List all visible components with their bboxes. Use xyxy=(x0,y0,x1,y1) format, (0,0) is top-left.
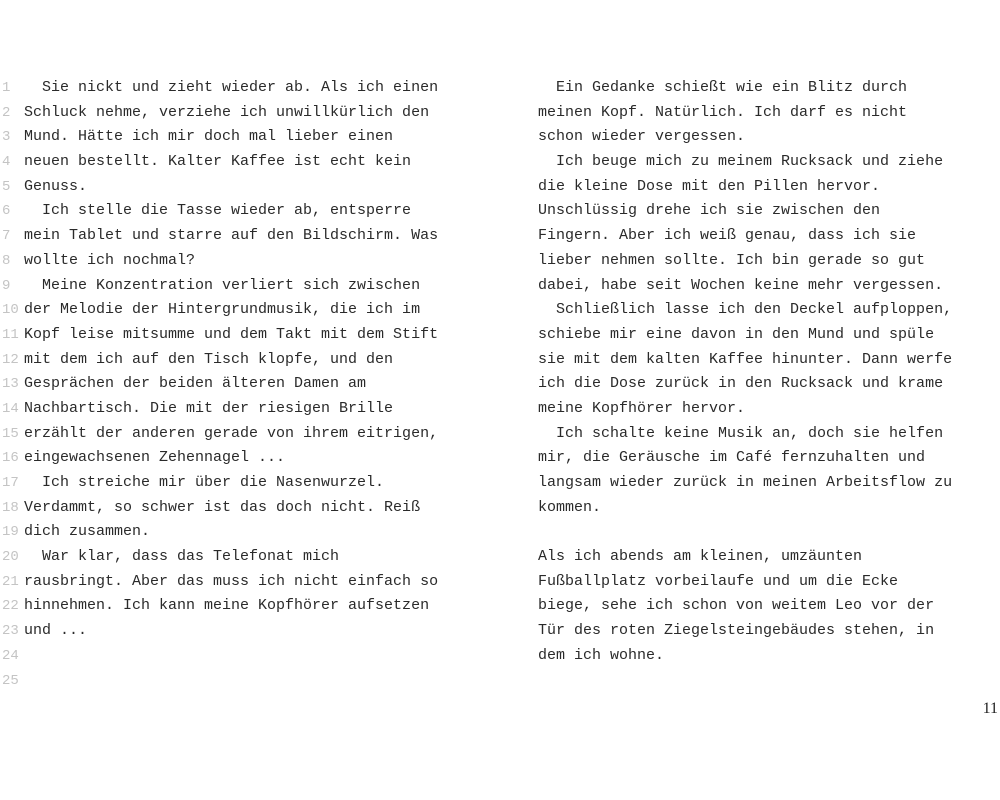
left-line xyxy=(0,372,500,397)
line-text: neuen bestellt. Kalter Kaffee ist echt kein xyxy=(24,153,412,171)
line-number: 11 xyxy=(2,326,19,343)
line-number: 15 xyxy=(2,425,19,442)
left-line xyxy=(0,446,500,471)
left-line xyxy=(0,545,500,570)
line-number: 19 xyxy=(2,524,19,541)
line-number: 12 xyxy=(2,351,19,368)
right-line: ich die Dose zurück in den Rucksack und krame xyxy=(538,375,944,393)
left-column xyxy=(0,76,500,693)
left-line xyxy=(0,101,500,126)
line-number: 23 xyxy=(2,623,19,640)
left-line xyxy=(0,199,500,224)
page-number: 11 xyxy=(982,700,998,717)
right-line: Fußballplatz vorbeilaufe und um die Ecke xyxy=(538,572,899,590)
line-number: 6 xyxy=(2,203,11,220)
line-number: 1 xyxy=(2,80,11,96)
line-text: War klar, dass das Telefonat mich xyxy=(24,548,340,566)
left-line xyxy=(0,644,500,669)
line-text: Gesprächen der beiden älteren Damen am xyxy=(24,375,367,393)
left-line xyxy=(0,594,500,619)
line-text: Meine Konzentration verliert sich zwischen xyxy=(24,276,421,294)
right-line: mir, die Geräusche im Café fernzuhalten und xyxy=(538,449,926,467)
line-number: 9 xyxy=(2,277,11,294)
right-line: Ein Gedanke schießt wie ein Blitz durch xyxy=(538,79,908,96)
line-text: erzählt der anderen gerade von ihrem eitrigen, xyxy=(24,424,439,442)
right-line: dabei, habe seit Wochen keine mehr vergessen. xyxy=(538,276,944,294)
line-text: Ich streiche mir über die Nasenwurzel. xyxy=(24,474,385,491)
left-line xyxy=(0,249,500,274)
left-line xyxy=(0,619,500,644)
right-line: lieber nehmen sollte. Ich bin gerade so gut xyxy=(538,251,926,269)
line-text: Schluck nehme, verziehe ich unwillkürlich den xyxy=(24,103,430,121)
line-text: mein Tablet und starre auf den Bildschirm. Was xyxy=(24,227,439,245)
left-line xyxy=(0,175,500,200)
line-number: 2 xyxy=(2,104,11,121)
right-line: die kleine Dose mit den Pillen hervor. xyxy=(538,177,881,195)
line-number: 17 xyxy=(2,475,19,491)
right-line xyxy=(538,520,1000,545)
left-line xyxy=(0,496,500,521)
line-text: dich zusammen. xyxy=(24,523,151,541)
line-number: 21 xyxy=(2,573,19,590)
line-number: 3 xyxy=(2,129,11,146)
right-line: schiebe mir eine davon in den Mund und spüle xyxy=(538,325,935,343)
right-line: Tür des roten Ziegelsteingebäudes stehen, in xyxy=(538,622,935,640)
left-line xyxy=(0,125,500,150)
line-number: 4 xyxy=(2,154,11,171)
right-line: Ich beuge mich zu meinem Rucksack und ziehe xyxy=(538,153,944,171)
left-line xyxy=(0,224,500,249)
left-line xyxy=(0,669,500,694)
right-line: Fingern. Aber ich weiß genau, dass ich sie xyxy=(538,227,917,245)
right-line: schon wieder vergessen. xyxy=(538,128,746,146)
line-text: der Melodie der Hintergrundmusik, die ich im xyxy=(24,301,421,319)
left-line xyxy=(0,150,500,175)
right-line: langsam wieder zurück in meinen Arbeitsflow zu xyxy=(538,474,953,491)
line-number: 20 xyxy=(2,549,19,566)
right-line: Ich schalte keine Musik an, doch sie helfen xyxy=(538,424,944,442)
left-line xyxy=(0,298,500,323)
left-line xyxy=(0,471,500,496)
line-text: eingewachsenen Zehennagel ... xyxy=(24,449,286,467)
left-line xyxy=(0,397,500,422)
line-text: Kopf leise mitsumme und dem Takt mit dem Stift xyxy=(24,325,439,343)
line-number: 16 xyxy=(2,450,19,467)
right-line: dem ich wohne. xyxy=(538,646,665,664)
line-number: 14 xyxy=(2,400,19,417)
line-number: 5 xyxy=(2,178,11,195)
line-text: mit dem ich auf den Tisch klopfe, und den xyxy=(24,350,394,368)
left-line xyxy=(0,274,500,299)
line-number: 25 xyxy=(2,672,19,689)
right-line: meine Kopfhörer hervor. xyxy=(538,399,746,417)
line-text: Verdammt, so schwer ist das doch nicht. Reiß xyxy=(24,498,421,516)
line-number: 8 xyxy=(2,252,11,269)
line-number: 10 xyxy=(2,302,19,319)
line-number: 18 xyxy=(2,499,19,516)
right-line: biege, sehe ich schon von weitem Leo vor der xyxy=(538,597,935,615)
right-line: sie mit dem kalten Kaffee hinunter. Dann werfe xyxy=(538,350,953,368)
right-line: kommen. xyxy=(538,498,602,516)
right-line: Unschlüssig drehe ich sie zwischen den xyxy=(538,202,881,220)
line-text: Genuss. xyxy=(24,177,88,195)
line-text: und ... xyxy=(24,622,88,640)
line-text: Sie nickt und zieht wieder ab. Als ich einen xyxy=(24,79,439,96)
line-number: 24 xyxy=(2,647,19,664)
line-number: 13 xyxy=(2,376,19,393)
left-line xyxy=(0,570,500,595)
line-text: hinnehmen. Ich kann meine Kopfhörer aufsetzen xyxy=(24,597,430,615)
left-line xyxy=(0,76,500,101)
line-text: Ich stelle die Tasse wieder ab, entsperre xyxy=(24,202,412,220)
line-text: rausbringt. Aber das muss ich nicht einfach so xyxy=(24,572,439,590)
left-line xyxy=(0,323,500,348)
line-text: Nachbartisch. Die mit der riesigen Brille xyxy=(24,399,394,417)
line-number: 22 xyxy=(2,598,19,615)
line-number: 7 xyxy=(2,228,11,245)
right-line: Als ich abends am kleinen, umzäunten xyxy=(538,548,863,566)
line-text: Mund. Hätte ich mir doch mal lieber einen xyxy=(24,128,394,146)
left-line xyxy=(0,422,500,447)
right-line: Schließlich lasse ich den Deckel aufploppen, xyxy=(538,301,953,319)
line-text: wollte ich nochmal? xyxy=(24,251,196,269)
left-line xyxy=(0,520,500,545)
right-column xyxy=(538,76,1000,669)
left-line xyxy=(0,348,500,373)
right-line: meinen Kopf. Natürlich. Ich darf es nicht xyxy=(538,103,908,121)
